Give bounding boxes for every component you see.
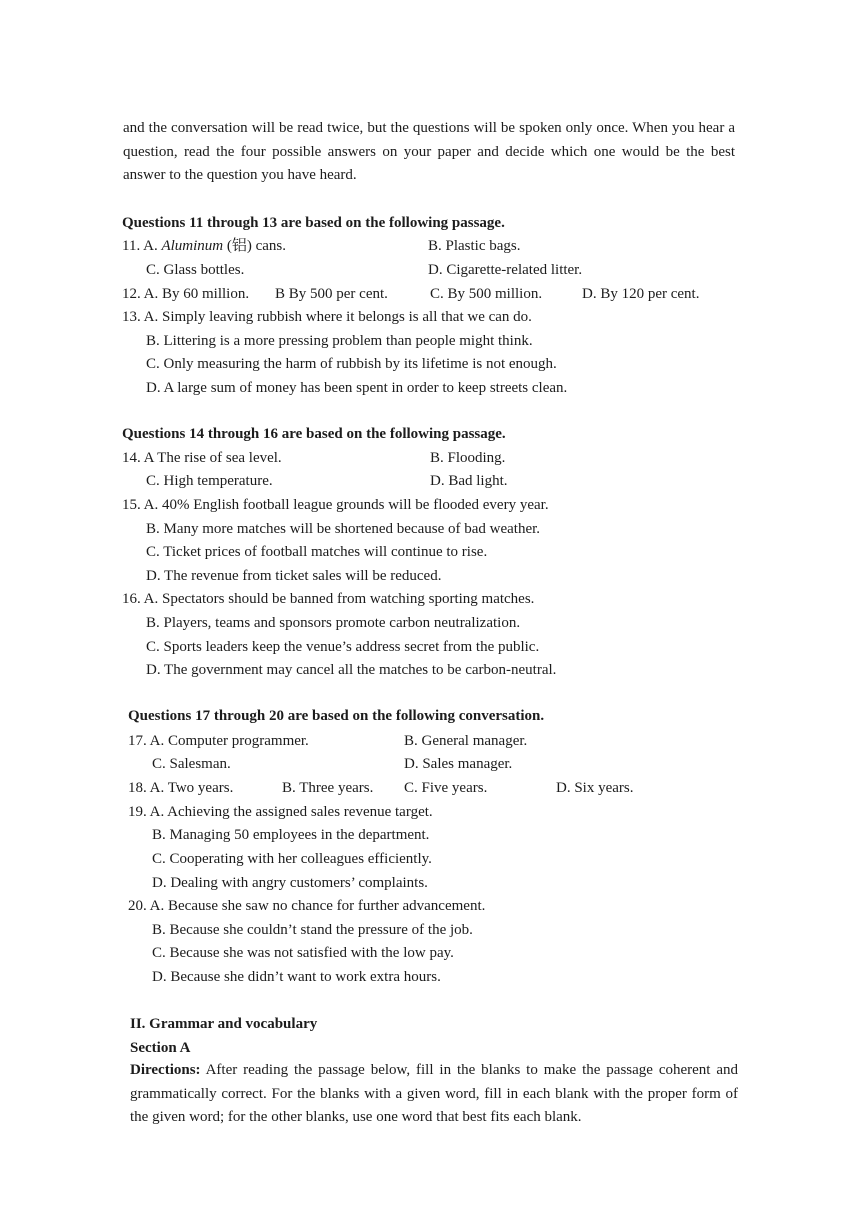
q18-option-a: 18. A. Two years. [128,780,234,796]
part2-title: II. Grammar and vocabulary [130,1016,318,1032]
q20-option-b: B. Because she couldn’t stand the pressure of the job. [152,922,473,938]
q15-option-b: B. Many more matches will be shortened because of bad weather. [146,521,541,537]
section-heading-14-16: Questions 14 through 16 are based on the following passage. [122,426,506,442]
q16-option-b: B. Players, teams and sponsors promote carbon neutralization. [146,615,521,631]
part2-section-a: Section A [130,1040,191,1056]
listening-instructions: and the conversation will be read twice, but the questions will be spoken only once. When you hear a question, read the four possible answers on your paper and decide which one would be the best answer to the question you have heard. [123,120,735,183]
q16-option-d: D. The government may cancel all the matches to be carbon-neutral. [146,662,557,678]
q17-option-d: D. Sales manager. [404,756,513,772]
q12-option-a: 12. A. By 60 million. [122,286,250,302]
q20-option-c: C. Because she was not satisfied with the low pay. [152,945,454,961]
q14-option-b: B. Flooding. [430,450,506,466]
q11-option-c: C. Glass bottles. [146,262,245,278]
q17-option-c: C. Salesman. [152,756,231,772]
directions-label: Directions: [130,1062,201,1078]
q20-option-d: D. Because she didn’t want to work extra hours. [152,969,441,985]
q19-option-c: C. Cooperating with her colleagues efficiently. [152,851,432,867]
q11-a-rest: (铝) cans. [223,238,287,254]
q12-option-d: D. By 120 per cent. [582,286,700,302]
q18-option-c: C. Five years. [404,780,488,796]
q11-a-italic: Aluminum [161,238,224,254]
q20-option-a: 20. A. Because she saw no chance for further advancement. [128,898,486,914]
q13-option-d: D. A large sum of money has been spent in order to keep streets clean. [146,380,568,396]
q12-option-b: B By 500 per cent. [275,286,388,302]
q19-option-a: 19. A. Achieving the assigned sales revenue target. [128,804,433,820]
q11-option-b: B. Plastic bags. [428,238,521,254]
section-heading-17-20: Questions 17 through 20 are based on the following conversation. [128,708,545,724]
q19-option-d: D. Dealing with angry customers’ complaints. [152,875,428,891]
q14-option-d: D. Bad light. [430,473,508,489]
q16-option-a: 16. A. Spectators should be banned from watching sporting matches. [122,591,535,607]
q19-option-b: B. Managing 50 employees in the department. [152,827,430,843]
q13-option-a: 13. A. Simply leaving rubbish where it belongs is all that we can do. [122,309,532,325]
q14-option-a: 14. A The rise of sea level. [122,450,282,466]
q11-option-a [122,236,286,256]
q13-option-b: B. Littering is a more pressing problem than people might think. [146,333,533,349]
section-heading-11-13: Questions 11 through 13 are based on the following passage. [122,215,505,231]
part2-directions [130,1059,738,1130]
q17-option-b: B. General manager. [404,733,528,749]
q13-option-c: C. Only measuring the harm of rubbish by its lifetime is not enough. [146,356,557,372]
q16-option-c: C. Sports leaders keep the venue’s address secret from the public. [146,639,540,655]
q15-option-a: 15. A. 40% English football league grounds will be flooded every year. [122,497,549,513]
q15-option-d: D. The revenue from ticket sales will be reduced. [146,568,442,584]
q11-number: 11. A. [122,238,158,254]
q18-option-d: D. Six years. [556,780,634,796]
q18-option-b: B. Three years. [282,780,374,796]
q11-option-d: D. Cigarette-related litter. [428,262,583,278]
q17-option-a: 17. A. Computer programmer. [128,733,309,749]
directions-text: After reading the passage below, fill in the blanks to make the passage coherent and grammatically correct. For the blanks with a given word, fill in each blank with the proper form of the given word; for the other blanks, use one word that best fits each blank. [130,1062,738,1125]
q14-option-c: C. High temperature. [146,473,273,489]
q12-option-c: C. By 500 million. [430,286,543,302]
q15-option-c: C. Ticket prices of football matches will continue to rise. [146,544,488,560]
